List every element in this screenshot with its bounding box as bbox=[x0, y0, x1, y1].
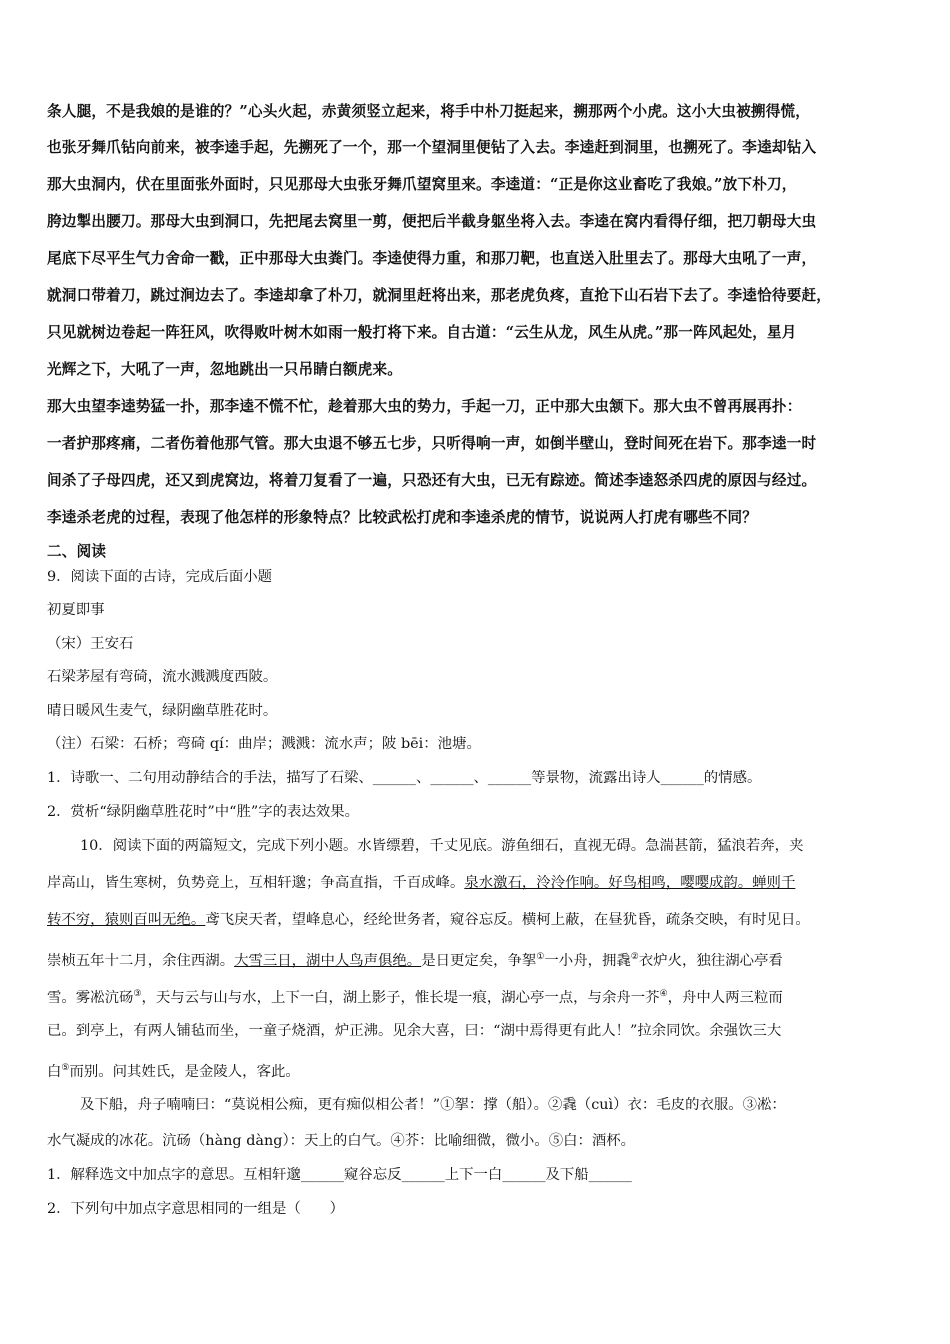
footnote-mark: ③ bbox=[133, 989, 142, 999]
q10-line-3 bbox=[47, 910, 909, 930]
footnote-mark: ⑤ bbox=[61, 1063, 70, 1073]
q10-underlined-text: 大雪三日，湖中人鸟声俱绝。 bbox=[234, 952, 422, 969]
q9-sub2: 2．赏析“绿阴幽草胜花时”中“胜”字的表达效果。 bbox=[47, 804, 360, 820]
q10-sub1-text-b: 窥谷忘反 bbox=[343, 1167, 402, 1183]
q10-text: 岸高山，皆生寒树，负势竞上，互相轩邈；争高直指，千百成峰。 bbox=[47, 875, 465, 891]
q10-text: ，天与云与山与水，上下一白，湖上影子，惟长堤一痕，湖心亭一点，与余舟一芥 bbox=[141, 989, 660, 1006]
q10-line-5 bbox=[47, 984, 909, 1008]
q10-text: 衣炉火，独往湖心亭看 bbox=[638, 952, 783, 969]
story-line-2: 也张牙舞爪钻向前来，被李逵手起，先搠死了一个，那一个望洞里便钻了入去。李逵赶到洞里，也搠死了。李逵却钻入 bbox=[47, 139, 817, 156]
q10-line-9: 水气凝成的冰花。沆砀（hàng dàng）：天上的白气。④芥：比喻细微，微小。⑤白：酒杯。 bbox=[47, 1133, 636, 1149]
q10-line-1: 10．阅读下面的两篇短文，完成下列小题。水皆缥碧，千丈见底。游鱼细石，直视无碍。急湍甚箭，猛浪若奔，夹 bbox=[80, 838, 804, 854]
answer-blank[interactable]: ______ bbox=[502, 1167, 546, 1183]
answer-blank[interactable]: ______ bbox=[588, 1167, 632, 1183]
answer-blank[interactable]: ______ bbox=[300, 1167, 344, 1183]
q9-prompt: 9．阅读下面的古诗，完成后面小题 bbox=[47, 569, 273, 585]
q9-sub1-text-d: 等景物，流露出诗人 bbox=[531, 770, 661, 786]
story-line-5: 尾底下尽平生气力舍命一戳，正中那母大虫粪门。李逵使得力重，和那刀靶，也直送入肚里去了。那母大虫吼了一声， bbox=[47, 250, 817, 267]
answer-blank[interactable]: ______ bbox=[372, 770, 416, 786]
q9-sub1-text-e: 的情感。 bbox=[703, 770, 762, 786]
q10-text: ，舟中人两三粒而 bbox=[667, 989, 783, 1006]
answer-blank[interactable]: ______ bbox=[401, 1167, 445, 1183]
q10-line-7 bbox=[47, 1058, 909, 1082]
poem-author: （宋）王安石 bbox=[47, 636, 134, 652]
story-line-10: 一者护那疼痛，二者伤着他那气管。那大虫退不够五七步，只听得响一声，如倒半壁山，登时间死在岩下。那李逵一时 bbox=[47, 435, 817, 452]
poem-line-1: 石梁茅屋有弯碕，流水溅溅度西陂。 bbox=[47, 669, 278, 685]
poem-note: （注）石梁：石桥；弯碕 qí：曲岸；溅溅：流水声；陂 bēi：池塘。 bbox=[47, 736, 481, 752]
q10-line-4 bbox=[47, 947, 909, 971]
q10-underlined-text: 泉水激石，泠泠作响。好鸟相鸣，嘤嘤成韵。蝉则千 bbox=[464, 875, 796, 891]
footnote-mark: ② bbox=[630, 952, 639, 962]
q10-sub1-text-c: 上下一白 bbox=[444, 1167, 503, 1183]
q9-sub1-text-c: 、 bbox=[473, 770, 488, 786]
story-line-1: 条人腿，不是我娘的是谁的？”心头火起，赤黄须竖立起来，将手中朴刀挺起来，搠那两个小虎。这小大虫被搠得慌， bbox=[47, 103, 811, 120]
story-line-8: 光辉之下，大吼了一声，忽地跳出一只吊睛白额虎来。 bbox=[47, 361, 403, 378]
answer-blank[interactable]: ______ bbox=[660, 770, 704, 786]
q10-text: 雪。雾凇沆砀 bbox=[47, 989, 134, 1006]
q10-text: 而别。问其姓氏，是金陵人，客此。 bbox=[69, 1063, 300, 1080]
q10-line-2 bbox=[47, 873, 909, 893]
q10-text: 白 bbox=[47, 1063, 62, 1080]
story-line-4: 胯边掣出腰刀。那母大虫到洞口，先把尾去窝里一剪，便把后半截身躯坐将入去。李逵在窝内看得仔细，把刀朝母大虫 bbox=[47, 213, 817, 230]
section-heading: 二、阅读 bbox=[47, 543, 107, 560]
story-line-9: 那大虫望李逵势猛一扑，那李逵不慌不忙，趁着那大虫的势力，手起一刀，正中那大虫颔下。那大虫不曾再展再扑： bbox=[47, 398, 802, 415]
footnote-mark: ① bbox=[536, 952, 545, 962]
story-question: 李逵杀老虎的过程，表现了他怎样的形象特点？比较武松打虎和李逵杀虎的情节，说说两人打虎有哪些不同？ bbox=[47, 509, 758, 526]
q10-line-8: 及下船，舟子喃喃曰：“莫说相公痴，更有痴似相公者！”①挐：撑（船）。②毳（cuì）衣：毛皮的衣服。③凇： bbox=[80, 1097, 786, 1113]
q10-text: 是日更定矣，争挐 bbox=[421, 952, 537, 969]
q9-sub1-text-a: 1．诗歌一、二句用动静结合的手法，描写了石梁、 bbox=[47, 770, 373, 786]
q10-text: 崇桢五年十二月，余住西湖。 bbox=[47, 952, 235, 969]
q10-sub1-text-a: 1．解释选文中加点字的意思。互相轩邈 bbox=[47, 1167, 301, 1183]
story-line-6: 就洞口带着刀，跳过涧边去了。李逵却拿了朴刀，就洞里赶将出来，那老虎负疼，直抢下山石岩下去了。李逵恰待要赶， bbox=[47, 287, 832, 304]
q10-sub1 bbox=[47, 1165, 909, 1185]
q10-sub2: 2．下列句中加点字意思相同的一组是（ ） bbox=[47, 1201, 344, 1217]
poem-title: 初夏即事 bbox=[47, 602, 105, 618]
poem-line-2: 晴日暖风生麦气，绿阴幽草胜花时。 bbox=[47, 703, 278, 719]
q10-underlined-text: 转不穷，猿则百叫无绝。 bbox=[47, 912, 206, 928]
answer-blank[interactable]: ______ bbox=[430, 770, 474, 786]
q10-line-6: 已。到亭上，有两人铺毡而坐，一童子烧酒，炉正沸。见余大喜，曰：“湖中焉得更有此人！”拉余同饮。余强饮三大 bbox=[47, 1023, 782, 1039]
story-line-11: 间杀了子母四虎，还又到虎窝边，将着刀复看了一遍，只恐还有大虫，已无有踪迹。简述李逵怒杀四虎的原因与经过。 bbox=[47, 472, 817, 489]
q10-text: 一小舟，拥毳 bbox=[544, 952, 631, 969]
q10-text: 鸢飞戾天者，望峰息心，经纶世务者，窥谷忘反。横柯上蔽，在昼犹昏，疏条交映，有时见日。 bbox=[205, 912, 810, 928]
answer-blank[interactable]: ______ bbox=[487, 770, 532, 786]
story-line-3: 那大虫洞内，伏在里面张外面时，只见那母大虫张牙舞爪望窝里来。李逵道：“正是你这业畜吃了我娘。”放下朴刀， bbox=[47, 176, 797, 193]
q9-sub1-text-b: 、 bbox=[415, 770, 431, 786]
q9-sub1 bbox=[47, 768, 909, 788]
footnote-mark: ④ bbox=[659, 989, 668, 999]
story-line-7: 只见就树边卷起一阵狂风，吹得败叶树木如雨一般打将下来。自古道：“云生从龙，风生从虎。”那一阵风起处，星月 bbox=[47, 324, 797, 341]
q10-sub1-text-d: 及下船 bbox=[545, 1167, 589, 1183]
